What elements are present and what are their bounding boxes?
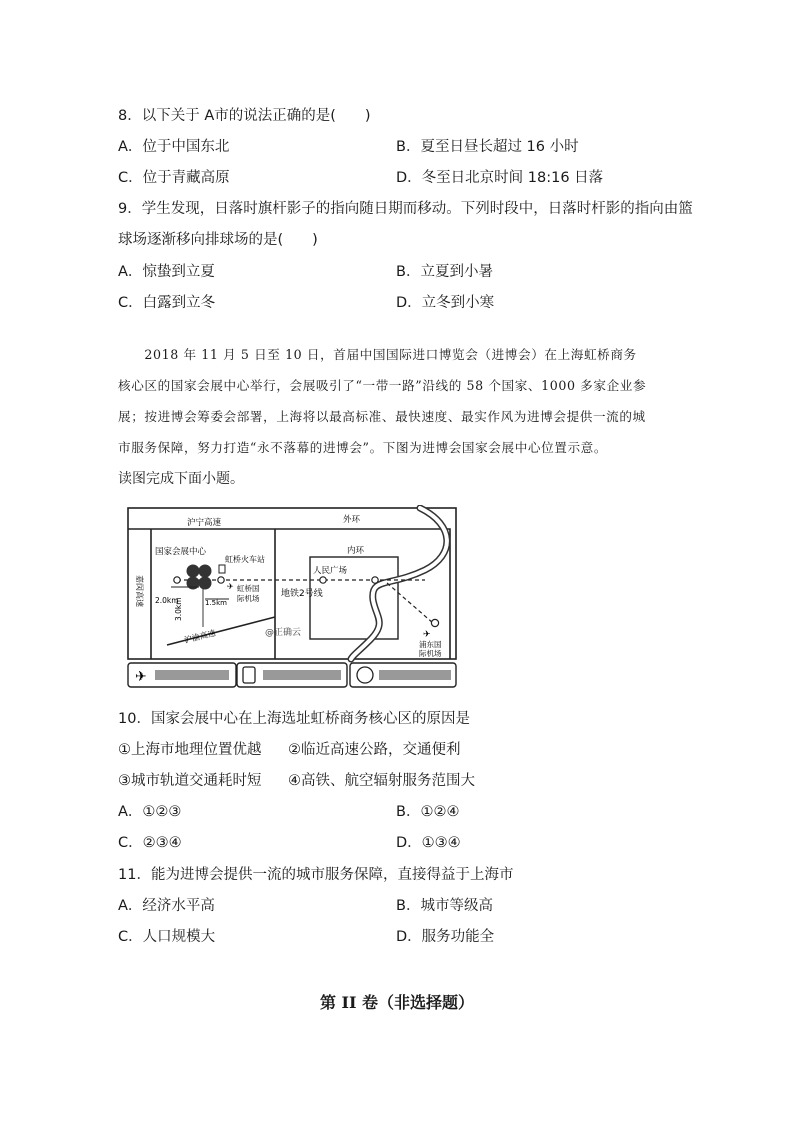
- q10-statement-4: ④高铁、航空辐射服务范围大: [288, 773, 475, 789]
- q11-stem: 11．能为进博会提供一流的城市服务保障，直接得益于上海市: [118, 867, 514, 883]
- station-marker: [372, 577, 378, 583]
- hu-ning-label: 沪宁高速: [187, 518, 222, 528]
- pudong-airport-label-1: 浦东国: [419, 640, 442, 649]
- q11-option-a: A．经济水平高: [118, 898, 215, 914]
- q10-option-a: A．①②③: [118, 804, 182, 820]
- q8-option-a: A．位于中国东北: [118, 139, 230, 155]
- q11-option-c: C．人口规模大: [118, 929, 216, 945]
- q10-statement-2: ②临近高速公路，交通便利: [288, 742, 461, 758]
- distance-2km: 2.0km: [155, 596, 179, 605]
- plane-icon: ✈: [423, 630, 431, 640]
- q9-option-a: A．惊蛰到立夏: [118, 264, 215, 280]
- station-marker: [320, 577, 326, 583]
- passage-line2: 核心区的国家会展中心举行，会展吸引了“一带一路”沿线的 58 个国家、1000 多家企业参: [118, 378, 647, 393]
- q9-stem-line2: 球场逐渐移向排球场的是( ): [118, 232, 318, 248]
- q10-option-b: B．①②④: [396, 804, 460, 820]
- q11-option-b: B．城市等级高: [396, 898, 493, 914]
- pudong-airport-label-2: 际机场: [419, 649, 442, 658]
- legend-smudge: [263, 670, 341, 680]
- q9-option-d: D．立冬到小寒: [396, 295, 495, 311]
- q9-option-c: C．白露到立冬: [118, 295, 216, 311]
- passage-line3: 展；按进博会筹委会部署，上海将以最高标准、最快速度、最实作风为进博会提供一流的城: [118, 409, 646, 424]
- location-map: [125, 505, 459, 690]
- q11-option-d: D．服务功能全: [396, 929, 495, 945]
- distance-3km: 3.0km: [174, 597, 183, 621]
- distance-1-5km: 1.5km: [205, 599, 228, 607]
- plane-icon: ✈: [135, 669, 147, 685]
- q10-statement-3: ③城市轨道交通耗时短: [118, 773, 262, 789]
- plane-icon: ✈: [227, 582, 234, 591]
- station-marker: [218, 577, 224, 583]
- passage-line4: 市服务保障，努力打造“永不落幕的进博会”。下图为进博会国家会展中心位置示意。: [118, 440, 608, 455]
- station-marker: [431, 619, 438, 626]
- q10-statement-1: ①上海市地理位置优越: [118, 742, 262, 758]
- section-title: 第 II 卷（非选择题）: [319, 993, 475, 1012]
- q10-stem: 10．国家会展中心在上海选址虹桥商务核心区的原因是: [118, 711, 470, 727]
- legend-smudge: [155, 670, 229, 680]
- q8-stem: 8．以下关于 A市的说法正确的是( ): [118, 108, 371, 124]
- legend-smudge: [379, 670, 451, 680]
- passage-instruction: 读图完成下面小题。: [118, 471, 244, 487]
- watermark: @正确云: [265, 628, 302, 638]
- q8-option-b: B．夏至日昼长超过 16 小时: [396, 139, 579, 155]
- metro-label: 地铁2号线: [281, 589, 323, 599]
- passage-line1: 2018 年 11 月 5 日至 10 日，首届中国国际进口博览会（进博会）在上海虹桥商务: [118, 347, 637, 362]
- q10-option-d: D．①③④: [396, 835, 461, 851]
- q8-option-c: C．位于青藏高原: [118, 170, 230, 186]
- hu-yu-label: 沪渝高速: [183, 628, 217, 645]
- peoples-square-label: 人民广场: [313, 566, 348, 576]
- hongqiao-airport-label-1: 虹桥国: [237, 584, 260, 593]
- q9-stem-line1: 9．学生发现，日落时旗杆影子的指向随日期而移动。下列时段中，日落时杆影的指向由篮: [118, 201, 693, 217]
- q9-option-b: B．立夏到小暑: [396, 264, 493, 280]
- q8-option-d: D．冬至日北京时间 18:16 日落: [396, 170, 604, 186]
- expo-center-label: 国家会展中心: [155, 547, 207, 557]
- hongqiao-airport-label-2: 际机场: [237, 594, 260, 603]
- hongqiao-station-label: 虹桥火车站: [225, 555, 265, 564]
- q10-option-c: C．②③④: [118, 835, 182, 851]
- jiamin-label: 嘉闵高速: [135, 575, 144, 607]
- station-marker: [174, 577, 180, 583]
- outer-ring-label: 外环: [343, 515, 361, 525]
- inner-ring-label: 内环: [347, 546, 365, 556]
